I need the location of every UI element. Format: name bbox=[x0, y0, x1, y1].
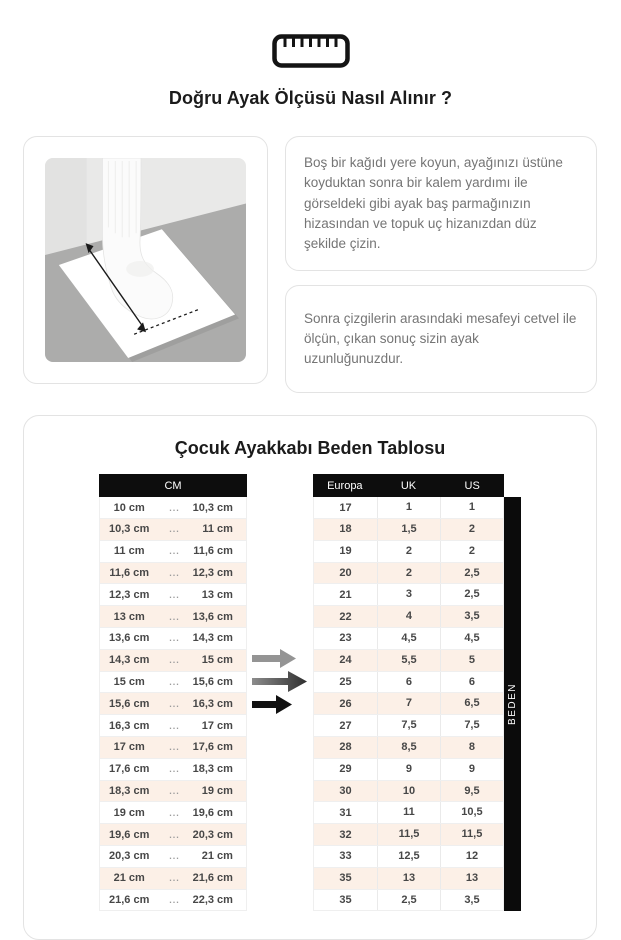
size-table-row-cell: 3,5 bbox=[440, 890, 503, 911]
size-table-row-cell: 18 bbox=[339, 523, 352, 536]
cm-table-row bbox=[100, 584, 246, 606]
size-table-row bbox=[314, 563, 503, 585]
cm-table-row bbox=[100, 563, 246, 585]
size-table-row bbox=[314, 824, 503, 846]
size-table-row-cell: 11,5 bbox=[440, 824, 503, 845]
size-table-row bbox=[314, 781, 503, 803]
instruction-card-1 bbox=[285, 136, 597, 271]
cm-table-row-cell: 21 cm bbox=[113, 872, 145, 885]
cm-table-row bbox=[100, 737, 246, 759]
transfer-arrows-icon bbox=[247, 474, 313, 716]
size-table-row-cell: 11,5 bbox=[377, 824, 440, 845]
size-table-header bbox=[313, 474, 504, 497]
cm-table-row-cell: ... bbox=[169, 698, 180, 709]
cm-table-row-cell: ... bbox=[169, 546, 180, 557]
size-table-row-cell: 28 bbox=[339, 741, 352, 754]
size-table-row bbox=[314, 846, 503, 868]
cm-table-row-cell: 19 cm bbox=[113, 806, 145, 819]
size-table-body bbox=[313, 497, 504, 911]
cm-table-row-cell: 15 cm bbox=[113, 676, 145, 689]
size-table-row-cell: 17 bbox=[339, 501, 352, 514]
size-table-row bbox=[314, 497, 503, 519]
cm-table-row bbox=[100, 606, 246, 628]
size-table-row-cell: 31 bbox=[339, 806, 352, 819]
foot-measurement-image bbox=[45, 158, 246, 362]
size-table-row-cell: 2,5 bbox=[440, 563, 503, 584]
cm-table-row-cell: 11,6 cm bbox=[193, 545, 233, 558]
cm-table-row bbox=[100, 628, 246, 650]
cm-table-row-cell: 19,6 cm bbox=[109, 828, 150, 841]
cm-table-row-cell: 10 cm bbox=[113, 501, 145, 514]
size-header-uk: UK bbox=[400, 479, 417, 492]
cm-table-row bbox=[100, 672, 246, 694]
size-table-row bbox=[314, 672, 503, 694]
size-table-row-cell: 4,5 bbox=[440, 628, 503, 649]
size-table-row-cell: 6 bbox=[440, 672, 503, 693]
size-table-row-cell: 4,5 bbox=[377, 628, 440, 649]
size-header-us: US bbox=[464, 479, 480, 492]
size-table-row bbox=[314, 584, 503, 606]
size-table-row-cell: 29 bbox=[339, 763, 352, 776]
cm-table-row-cell: 17 cm bbox=[113, 741, 145, 754]
size-table-row-cell: 12 bbox=[440, 846, 503, 867]
size-table-row-cell: 10 bbox=[377, 781, 440, 802]
size-table-title: Çocuk Ayakkabı Beden Tablosu bbox=[174, 438, 446, 459]
cm-header-label: CM bbox=[164, 479, 182, 492]
cm-table-row-cell: ... bbox=[169, 589, 180, 600]
size-table-row-cell: 6 bbox=[377, 672, 440, 693]
size-table-row-cell: 2,5 bbox=[440, 584, 503, 605]
size-table bbox=[313, 474, 504, 911]
cm-table-row-cell: 15,6 cm bbox=[109, 697, 150, 710]
cm-table-row-cell: ... bbox=[169, 829, 180, 840]
size-table-row-cell: 13 bbox=[377, 868, 440, 889]
size-table-row-cell: 2,5 bbox=[377, 890, 440, 911]
cm-table-row-cell: 10,3 cm bbox=[192, 501, 233, 514]
size-table-row bbox=[314, 606, 503, 628]
cm-table-row bbox=[100, 781, 246, 803]
cm-table-body bbox=[99, 497, 247, 911]
cm-table-row-cell: 17,6 cm bbox=[192, 741, 233, 754]
cm-table-row-cell: ... bbox=[169, 742, 180, 753]
size-table-row-cell: 9,5 bbox=[440, 781, 503, 802]
size-table-row-cell: 26 bbox=[339, 697, 352, 710]
size-table-row bbox=[314, 693, 503, 715]
size-table-row bbox=[314, 759, 503, 781]
cm-table-row-cell: ... bbox=[169, 851, 180, 862]
cm-table-row-cell: 15,6 cm bbox=[192, 676, 233, 689]
cm-table-row-cell: 18,3 cm bbox=[109, 785, 150, 797]
cm-table-row-cell: ... bbox=[169, 894, 180, 905]
cm-table-row-cell: 16,3 cm bbox=[109, 719, 150, 732]
size-table-row-cell: 7 bbox=[377, 693, 440, 714]
cm-table bbox=[99, 474, 247, 911]
cm-table-row-cell: 11,6 cm bbox=[109, 567, 150, 580]
cm-table-row bbox=[100, 759, 246, 781]
cm-table-row-cell: 16,3 cm bbox=[192, 697, 233, 710]
size-table-row-cell: 8 bbox=[440, 737, 503, 758]
size-table-row-cell: 24 bbox=[339, 654, 352, 667]
cm-table-row-cell: ... bbox=[169, 502, 180, 513]
size-table-section bbox=[23, 415, 597, 940]
instruction-text-2: Sonra çizgilerin arasındaki mesafeyi cetvel ile ölçün, çıkan sonuç sizin ayak uzunluğunuzdur. bbox=[304, 310, 577, 367]
size-table-row-cell: 7,5 bbox=[440, 715, 503, 736]
cm-table-row bbox=[100, 890, 246, 912]
measure-section-body bbox=[23, 136, 597, 393]
size-table-row-cell: 5 bbox=[440, 650, 503, 671]
cm-table-row-cell: 21,6 cm bbox=[192, 872, 233, 885]
size-table-row-cell: 2 bbox=[440, 541, 503, 562]
cm-table-row bbox=[100, 824, 246, 846]
size-table-row bbox=[314, 715, 503, 737]
size-table-row bbox=[314, 737, 503, 759]
cm-table-row bbox=[100, 802, 246, 824]
cm-table-row-cell: ... bbox=[169, 633, 180, 644]
size-table-row-cell: 27 bbox=[339, 719, 352, 732]
cm-table-row-cell: ... bbox=[169, 524, 180, 535]
foot-measurement-image-card bbox=[23, 136, 268, 384]
size-table-row-cell: 6,5 bbox=[440, 693, 503, 714]
cm-table-row-cell: 20,3 cm bbox=[109, 850, 150, 863]
size-table-row-cell: 20 bbox=[339, 567, 352, 580]
size-table-row-cell: 2 bbox=[377, 541, 440, 562]
cm-table-row-cell: 13 cm bbox=[201, 588, 233, 601]
size-table-row bbox=[314, 519, 503, 541]
size-table-row-cell: 11 bbox=[377, 802, 440, 823]
size-table-row bbox=[314, 650, 503, 672]
cm-table-row-cell: ... bbox=[169, 655, 180, 666]
cm-table-row bbox=[100, 693, 246, 715]
size-table-row-cell: 3,5 bbox=[440, 606, 503, 627]
size-table-row-cell: 22 bbox=[339, 610, 352, 623]
size-table-row-cell: 1 bbox=[377, 497, 440, 518]
size-table-row bbox=[314, 802, 503, 824]
cm-table-row-cell: 19 cm bbox=[201, 785, 233, 797]
size-table-row-cell: 2 bbox=[377, 563, 440, 584]
cm-table-row bbox=[100, 541, 246, 563]
cm-table-row-cell: 14,3 cm bbox=[192, 632, 233, 645]
size-table-row bbox=[314, 868, 503, 890]
cm-table-row-cell: 21 cm bbox=[201, 850, 233, 863]
size-table-row-cell: 13 bbox=[440, 868, 503, 889]
cm-table-row-cell: 14,3 cm bbox=[109, 654, 150, 667]
size-table-row-cell: 35 bbox=[339, 893, 352, 906]
beden-vertical-label: BEDEN bbox=[504, 497, 521, 911]
cm-table-row-cell: ... bbox=[169, 807, 180, 818]
size-tables-row bbox=[24, 474, 596, 911]
size-table-row-cell: 9 bbox=[440, 759, 503, 780]
size-table-row-cell: 35 bbox=[339, 872, 352, 885]
size-table-row-cell: 33 bbox=[339, 850, 352, 863]
cm-table-row-cell: 13,6 cm bbox=[192, 610, 233, 623]
size-header-europa: Europa bbox=[327, 479, 363, 492]
size-table-row-cell: 8,5 bbox=[377, 737, 440, 758]
size-table-row-cell: 25 bbox=[339, 676, 352, 689]
size-table-row-cell: 21 bbox=[339, 588, 352, 601]
cm-table-row-cell: 20,3 cm bbox=[192, 828, 233, 841]
cm-table-row-cell: 12,3 cm bbox=[192, 567, 233, 580]
size-table-row-cell: 5,5 bbox=[377, 650, 440, 671]
cm-table-row bbox=[100, 497, 246, 519]
ruler-icon bbox=[0, 0, 621, 68]
cm-table-row-cell: 17,6 cm bbox=[109, 763, 150, 776]
cm-table-row-cell: 17 cm bbox=[201, 719, 233, 732]
cm-table-row-cell: 12,3 cm bbox=[109, 588, 150, 601]
cm-table-header bbox=[99, 474, 247, 497]
cm-table-row-cell: 22,3 cm bbox=[192, 893, 233, 906]
instructions-column bbox=[285, 136, 597, 393]
cm-table-row-cell: ... bbox=[169, 611, 180, 622]
measure-section-title: Doğru Ayak Ölçüsü Nasıl Alınır ? bbox=[168, 88, 453, 108]
size-table-group bbox=[313, 474, 521, 911]
cm-table-row bbox=[100, 868, 246, 890]
cm-table-row-cell: 13 cm bbox=[113, 610, 145, 623]
size-table-row-cell: 2 bbox=[440, 519, 503, 540]
cm-table-row-cell: ... bbox=[169, 873, 180, 884]
cm-table-row-cell: ... bbox=[169, 568, 180, 579]
cm-table-row-cell: 19,6 cm bbox=[192, 806, 233, 819]
instruction-text-1: Boş bir kağıdı yere koyun, ayağınızı üstüne koyduktan sonra bir kalem yardımı ile görseldeki gibi ayak baş parmağınızın hizasından ve topuk uç hizanızdan düz şekilde çizin. bbox=[304, 155, 563, 251]
size-table-row-cell: 30 bbox=[339, 785, 352, 797]
size-table-row-cell: 3 bbox=[377, 584, 440, 605]
cm-table-row-cell: ... bbox=[169, 677, 180, 688]
cm-table-row bbox=[100, 519, 246, 541]
cm-table-row-cell: 11 cm bbox=[202, 523, 233, 536]
cm-table-row-cell: ... bbox=[169, 786, 180, 796]
cm-table-row-cell: ... bbox=[169, 720, 180, 731]
size-table-row-cell: 1 bbox=[440, 497, 503, 518]
cm-table-row bbox=[100, 715, 246, 737]
cm-table-row-cell: 13,6 cm bbox=[109, 632, 150, 645]
cm-table-row bbox=[100, 650, 246, 672]
size-table-row-cell: 9 bbox=[377, 759, 440, 780]
cm-table-row-cell: ... bbox=[169, 764, 180, 775]
size-table-row-cell: 23 bbox=[339, 632, 352, 645]
cm-table-row-cell: 10,3 cm bbox=[109, 523, 150, 536]
size-table-row bbox=[314, 628, 503, 650]
size-table-row-cell: 4 bbox=[377, 606, 440, 627]
cm-table-row-cell: 15 cm bbox=[201, 654, 233, 667]
cm-table-row-cell: 18,3 cm bbox=[192, 763, 233, 776]
instruction-card-2 bbox=[285, 285, 597, 393]
size-table-row-cell: 12,5 bbox=[377, 846, 440, 867]
cm-table-row bbox=[100, 846, 246, 868]
size-table-row-cell: 7,5 bbox=[377, 715, 440, 736]
size-table-row-cell: 1,5 bbox=[377, 519, 440, 540]
size-table-row-cell: 32 bbox=[339, 828, 352, 841]
size-table-row bbox=[314, 890, 503, 912]
size-table-row bbox=[314, 541, 503, 563]
cm-table-row-cell: 11 cm bbox=[113, 545, 145, 558]
size-table-row-cell: 10,5 bbox=[440, 802, 503, 823]
cm-table-row-cell: 21,6 cm bbox=[109, 893, 150, 906]
size-table-row-cell: 19 bbox=[339, 545, 352, 558]
